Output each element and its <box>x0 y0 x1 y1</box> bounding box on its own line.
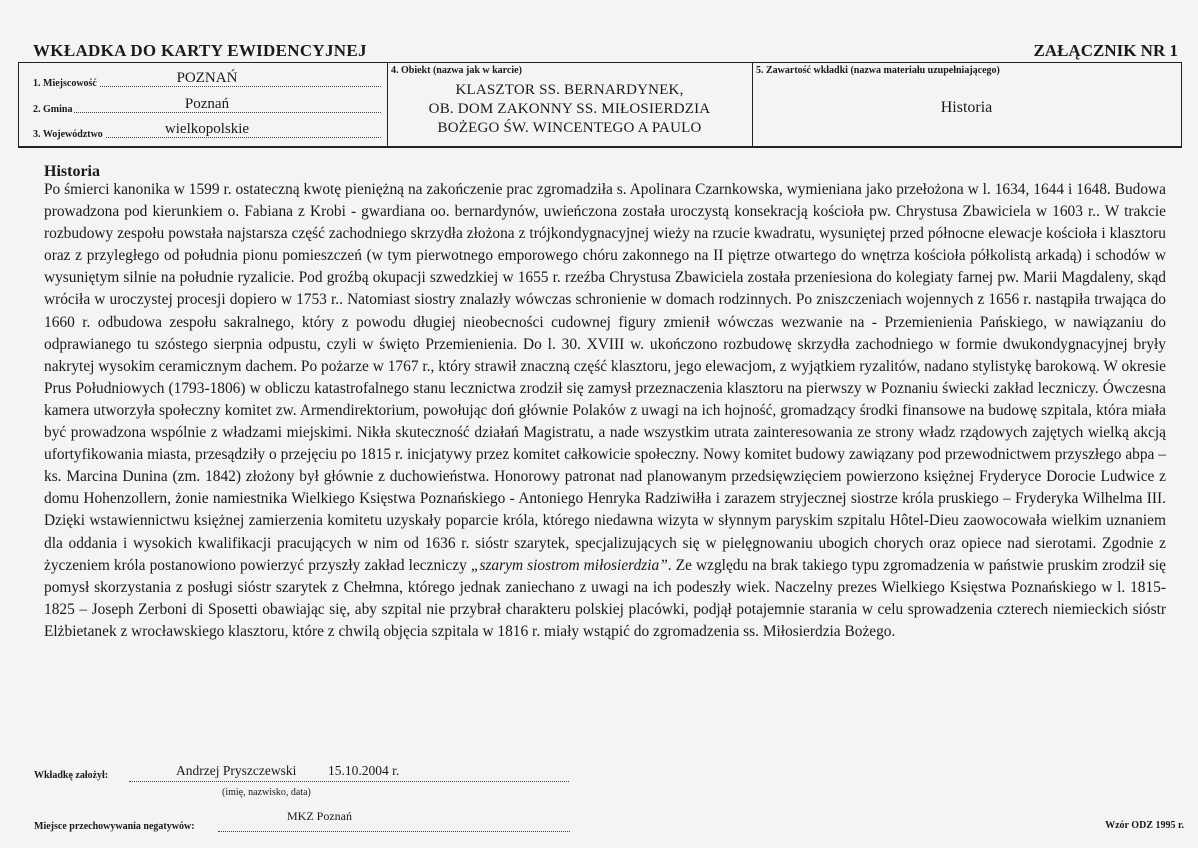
location-column <box>19 63 388 146</box>
gmina-value: Poznań <box>184 96 230 112</box>
contents-column <box>752 63 1181 146</box>
miejscowosc-field <box>33 67 381 89</box>
history-text <box>44 179 1166 643</box>
history-text-part-2: . Ze względu na brak takiego typu zgromadzenia w państwie pruskim zrodził się pomysł skorzystania z posługi sióstr szarytek z Chełmna, którego jednak zaniechano z uwagi na ich podeszły wiek. Naczelny prezes Wielkiego Księstwa Poznańskiego w l. 1815-1825 – Joseph Zerboni di Sposetti obawiając się, aby szpital nie przybrał charakteru polskiej placówki, podjął potajemnie starania w celu sprowadzenia czterech niemieckich sióstr Elżbietanek z wrocławskiego klasztoru, które z chwilą objęcia szpitala w 1816 r. miały wstąpić do zgromadzenia ss. Miłosierdzia Bożego. <box>44 556 1166 640</box>
obiekt-line-1: KLASZTOR SS. BERNARDYNEK, <box>455 82 684 98</box>
miejscowosc-label: 1. Miejscowość <box>33 78 97 89</box>
header-table <box>18 62 1182 148</box>
zalozyl-hint: (imię, nazwisko, data) <box>222 787 311 798</box>
zawartosc-label: 5. Zawartość wkładki (nazwa materiału uzupełniającego) <box>756 65 1000 76</box>
document-title: WKŁADKA DO KARTY EWIDENCYJNEJ <box>33 41 367 60</box>
history-quote: „szarym siostrom miłosierdzia” <box>470 556 668 574</box>
obiekt-line-3: BOŻEGO ŚW. WINCENTEGO A PAULO <box>437 120 702 136</box>
miejscowosc-value: POZNAŃ <box>176 70 238 86</box>
negatywy-label: Miejsce przechowywania negatywów: <box>34 821 195 832</box>
history-text-part-1: Po śmierci kanonika w 1599 r. ostateczną kwotę pieniężną na zakończenie prac zgromadziła s. Apolinara Czarnkowska, wymieniana jako przełożona w l. 1634, 1644 i 1648. Budowa prowadzona pod kierunkiem o. Fabiana z Krobi - gwardiana oo. bernardynów, uwieńczona została uroczystą konsekracją kościoła pw. Chrystusa Zbawiciela w 1603 r.. W trakcie rozbudowy zespołu powstała najstarsza część zachodniego skrzydła złożona z trójkondygnacyjnej wieży na rzucie kwadratu, wysuniętej przed północne elewacje kościoła i klasztoru oraz z przyległego od południa pionu pomieszczeń (w tym pierwotnego emporowego chóru zakonnego na II piętrze otwartego do wnętrza kościoła półkolistą arkadą) i schodów w wysuniętym silnie na południe ryzalicie. Pod groźbą okupacji szwedzkiej w 1655 r. rzeźba Chrystusa Zbawiciela została przeniesiona do kolegiaty farnej pw. Marii Magdaleny, skąd wróciła w uroczystej procesji dopiero w 1753 r.. Natomiast siostry znalazły wówczas schronienie w domach rodzinnych. Po zniszczeniach wojennych z 1656 r. nastąpiła trwająca do 1660 r. odbudowa zespołu sakralnego, który z powodu długiej nieobecności cudownej figury zmienił wówczas wezwanie na - Przemienienia Pańskiego, w nawiązaniu do odprawianego tu szóstego sierpnia odpustu, czyli w święto Przemienienia. Do l. 30. XVIII w. ukończono rozbudowę skrzydła zachodniego w formie dwukondygnacyjnej bryły nakrytej wysokim ceramicznym dachem. Po pożarze w 1767 r., który strawił znaczną część klasztoru, jego elewacjom, z wyjątkiem ryzalitów, nadano stylistykę barokową. W okresie Prus Południowych (1793-1806) w obliczu katastrofalnego stanu lecznictwa zrodził się zamysł przeznaczenia klasztoru na pierwszy w Poznaniu świecki zakład leczniczy. Ówczesna kamera utworzyła społeczny komitet zw. Armendirektorium, powołując doń głównie Polaków z uwagi na ich hojność, gromadzący środki finansowe na budowę szpitala, która miała być prowadzona wspólnie z władzami miejskimi. Nikła skuteczność działań Magistratu, a nade wszystkim utrata zainteresowania ze strony władz rządowych zajętych wielką akcją ufortyfikowania miasta, przesądziły o przejęciu po 1815 r. inicjatywy przez komitet całkowicie społeczny. Nowy komitet budowy zawiązany pod przewodnictwem przyszłego abpa – ks. Marcina Dunina (zm. 1842) złożony był głównie z duchowieństwa. Honorowy patronat nad planowanym przedsięwzięciem powierzono księżnej Fryderyce Dorocie Ludwice z domu Hohenzollern, żonie namiestnika Wielkiego Księstwa Poznańskiego - Antoniego Henryka Radziwiłła i zarazem stryjecznej siostrze króla pruskiego – Fryderyka Wilhelma III. Dzięki wstawiennictwu księżnej zamierzenia komitetu uzyskały poparcie króla, którego niedawna wizyta w słynnym paryskim szpitalu Hôtel-Dieu zaowocowała wielkim uznaniem dla oddania i wysokich kwalifikacji pracujących w nim od 1636 r. sióstr szarytek, specjalizujących się w pielęgnowaniu ubogich chorych oraz opiece nad sierotami. Zgodnie z życzeniem króla postanowiono powierzyć przyszły zakład leczniczy <box>44 181 1166 574</box>
wojewodztwo-value: wielkopolskie <box>164 121 250 137</box>
attachment-number: ZAŁĄCZNIK NR 1 <box>1033 41 1178 60</box>
gmina-label: 2. Gmina <box>33 104 73 115</box>
gmina-field <box>33 93 381 115</box>
zawartosc-value: Historia <box>940 99 993 116</box>
section-title: Historia <box>44 163 100 180</box>
zalozyl-name: Andrzej Pryszczewski <box>176 763 297 778</box>
negatywy-dotted-line <box>218 820 570 832</box>
wojewodztwo-field <box>33 118 381 140</box>
negatywy-value: MKZ Poznań <box>287 809 352 823</box>
obiekt-label: 4. Obiekt (nazwa jak w karcie) <box>391 65 522 76</box>
wojewodztwo-label: 3. Województwo <box>33 129 103 140</box>
obiekt-line-2: OB. DOM ZAKONNY SS. MIŁOSIERDZIA <box>428 101 711 117</box>
zalozyl-date: 15.10.2004 r. <box>328 763 400 778</box>
form-template-note: Wzór ODZ 1995 r. <box>1105 820 1184 831</box>
zalozyl-label: Wkładkę założył: <box>34 770 109 781</box>
obiekt-name <box>387 81 752 138</box>
object-column <box>387 63 753 146</box>
